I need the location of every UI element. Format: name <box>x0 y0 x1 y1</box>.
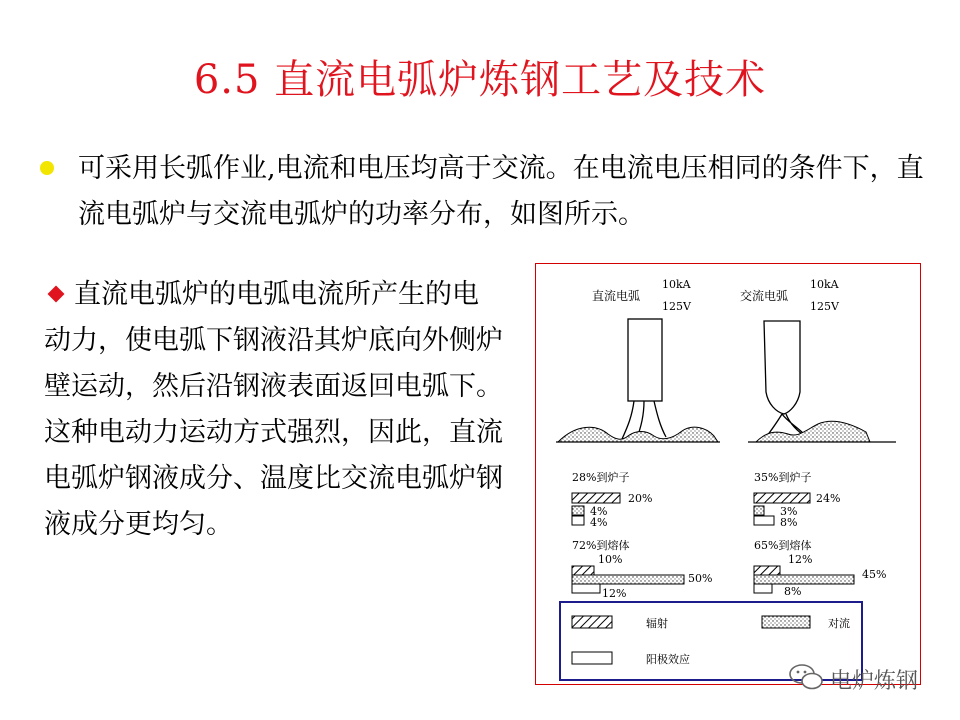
dc-furnace-anode-value: 4% <box>590 516 608 529</box>
ac-melt-surface <box>756 421 870 442</box>
dc-electrode <box>628 319 662 401</box>
ac-furnace-anode-bar <box>754 516 774 525</box>
dc-furnace-radiation-value: 20% <box>628 492 653 505</box>
dc-current: 10kA <box>662 278 691 291</box>
legend-convection-swatch <box>762 616 810 628</box>
dc-power-bars <box>572 470 712 600</box>
dc-arc-label: 直流电弧 <box>592 289 641 303</box>
ac-furnace-convection-value: 3% <box>780 505 798 518</box>
dc-furnace-anode-bar <box>572 516 584 525</box>
dc-furnace-convection-bar <box>572 506 584 515</box>
ac-voltage: 125V <box>810 300 839 313</box>
wechat-logo-icon <box>788 662 824 692</box>
ac-melt-anode-value: 8% <box>784 585 802 598</box>
ac-melt-convection-bar <box>754 575 854 584</box>
legend-anode-swatch <box>572 652 612 664</box>
ac-melt-convection-value: 45% <box>862 568 887 581</box>
dc-melt-pct: 72%到熔体 <box>572 539 630 552</box>
legend-radiation-label: 辐射 <box>646 617 668 630</box>
ac-furnace-pct: 35%到炉子 <box>754 471 812 484</box>
bullet-point-1 <box>40 146 940 238</box>
dc-melt-surface <box>558 427 718 442</box>
bullet-2-text: 直流电弧炉的电弧电流所产生的电动力，使电弧下钢液沿其炉底向外侧炉壁运动，然后沿钢液表面返回电弧下。这种电动力运动方式强烈，因此，直流电弧炉钢液成分、温度比交流电弧炉钢液成分更均匀。 <box>44 279 503 540</box>
watermark <box>788 662 938 694</box>
ac-arc-illustration <box>740 278 896 442</box>
ac-melt-radiation-value: 12% <box>788 553 813 566</box>
dc-melt-anode-value: 12% <box>602 587 627 600</box>
ac-furnace-convection-bar <box>754 506 764 515</box>
slide-title: 6.5 直流电弧炉炼钢工艺及技术 <box>193 57 767 103</box>
dc-furnace-radiation-bar <box>572 493 620 503</box>
dc-furnace-pct: 28%到炉子 <box>572 471 630 484</box>
ac-furnace-radiation-value: 24% <box>816 492 841 505</box>
yellow-dot-icon <box>40 161 54 175</box>
dc-voltage: 125V <box>662 300 691 313</box>
dc-furnace-convection-value: 4% <box>590 505 608 518</box>
dc-melt-radiation-value: 10% <box>598 553 623 566</box>
bullet-1-text: 可采用长弧作业,电流和电压均高于交流。在电流电压相同的条件下，直流电弧炉与交流电弧炉的功率分布，如图所示。 <box>78 153 924 230</box>
ac-furnace-radiation-bar <box>754 493 810 503</box>
legend-anode-label: 阳极效应 <box>646 653 690 666</box>
power-distribution-figure <box>535 263 921 685</box>
red-diamond-icon <box>48 285 65 302</box>
dc-melt-convection-value: 50% <box>688 572 713 585</box>
ac-arc-label: 交流电弧 <box>740 289 789 303</box>
ac-current: 10kA <box>810 278 839 291</box>
watermark-text: 电炉炼钢 <box>830 669 919 694</box>
dc-melt-convection-bar <box>572 575 684 584</box>
bullet-point-2 <box>44 272 504 548</box>
legend-convection-label: 对流 <box>828 617 850 630</box>
legend-radiation-swatch <box>572 616 612 628</box>
ac-power-bars <box>754 470 886 598</box>
dc-melt-anode-bar <box>572 584 600 593</box>
dc-arc-illustration <box>556 278 720 442</box>
ac-melt-pct: 65%到熔体 <box>754 539 812 552</box>
ac-melt-anode-bar <box>754 584 772 593</box>
dc-melt-radiation-bar <box>572 566 594 575</box>
ac-electrode <box>764 321 800 414</box>
ac-melt-radiation-bar <box>754 566 780 575</box>
ac-furnace-anode-value: 8% <box>780 516 798 529</box>
